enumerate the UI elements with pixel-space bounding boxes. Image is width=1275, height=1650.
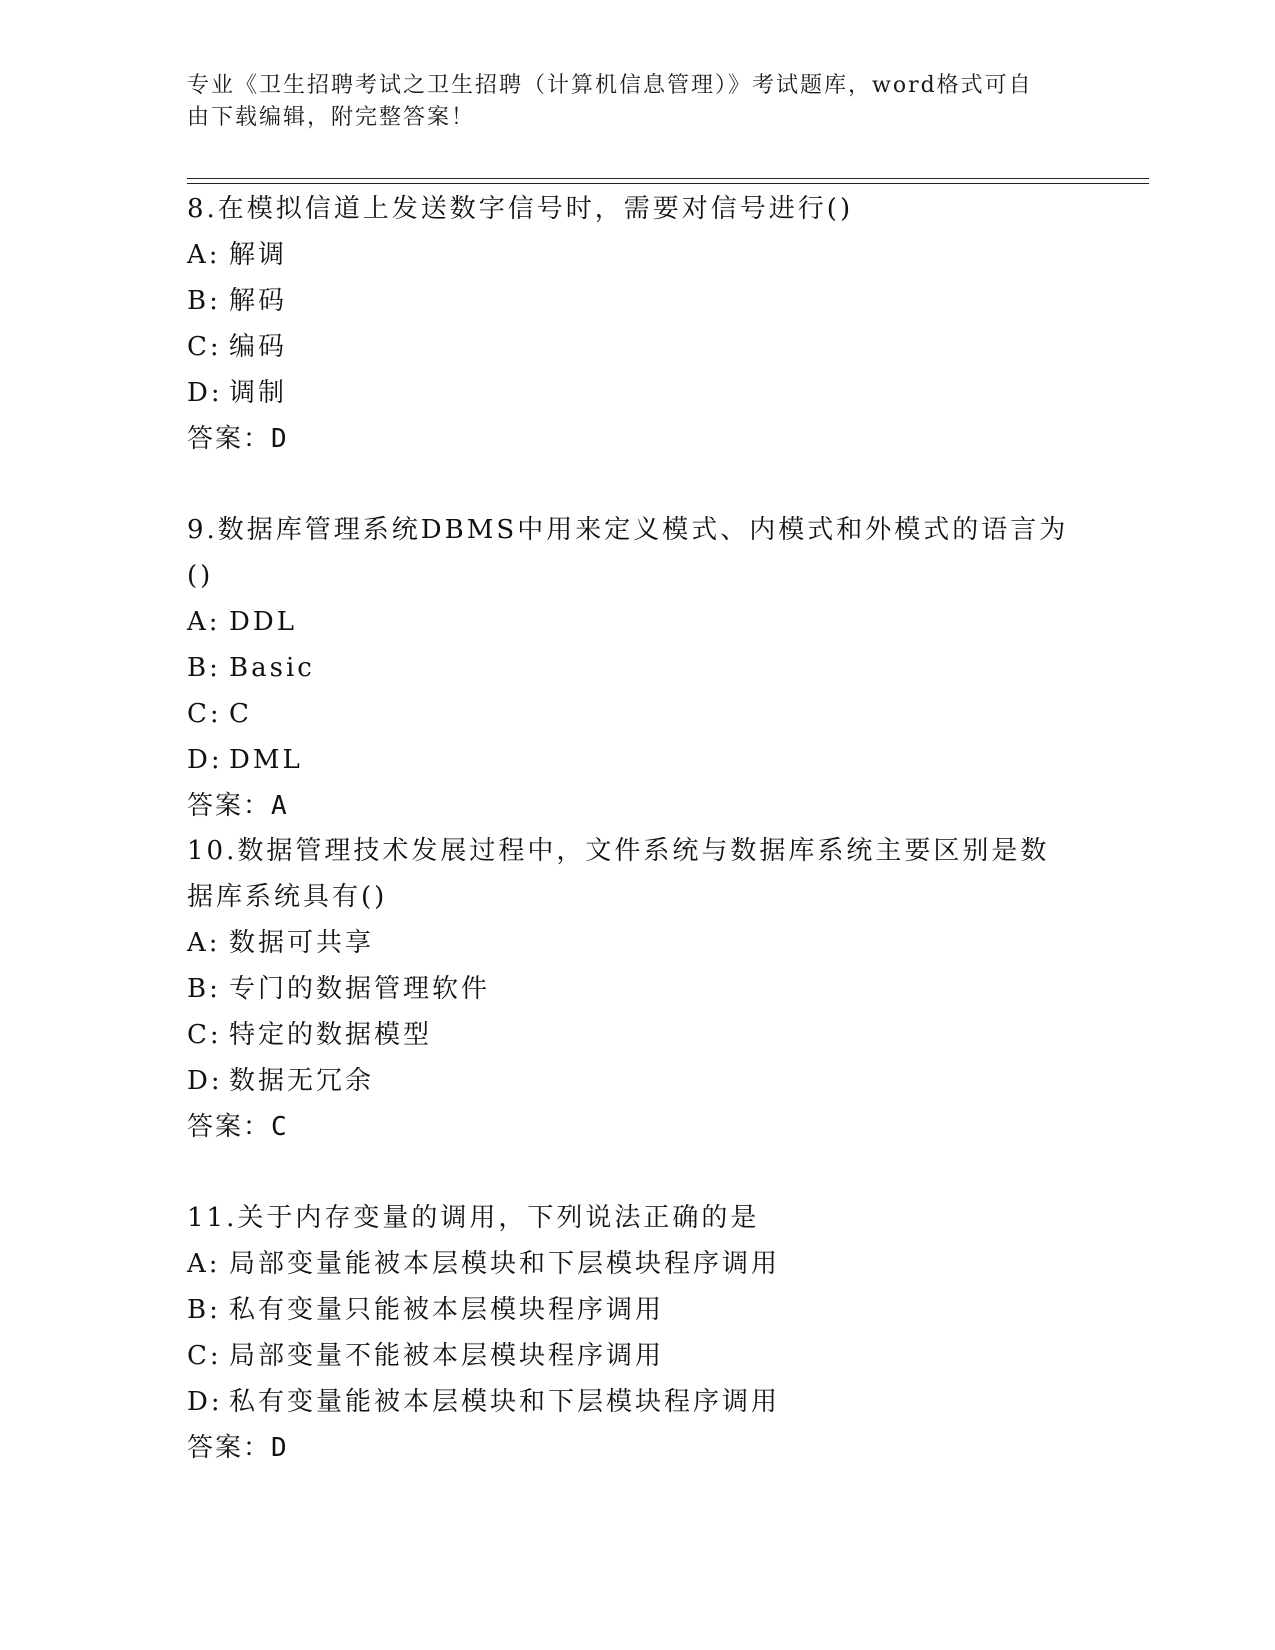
option-d [187, 370, 1087, 416]
question-8 [187, 186, 1087, 462]
option-b [187, 1287, 1087, 1333]
option-letter: D: [187, 378, 223, 408]
option-letter: D: [187, 745, 223, 775]
header-divider-bottom [187, 183, 1149, 184]
option-letter: D: [187, 1387, 223, 1417]
option-d [187, 737, 1087, 783]
option-text: 调制 [229, 378, 288, 408]
question-11 [187, 1195, 1087, 1471]
option-d [187, 1379, 1087, 1425]
option-text: 局部变量不能被本层模块程序调用 [229, 1341, 665, 1371]
option-text: DDL [229, 607, 297, 637]
option-text: 编码 [229, 332, 288, 362]
option-text: 解码 [229, 286, 288, 316]
option-letter: A: [187, 607, 221, 637]
question-stem: 10.数据管理技术发展过程中，文件系统与数据库系统主要区别是数据库系统具有() [187, 836, 1050, 912]
option-letter: C: [187, 1341, 222, 1371]
option-letter: B: [187, 974, 221, 1004]
option-b [187, 278, 1087, 324]
option-text: 局部变量能被本层模块和下层模块程序调用 [229, 1249, 781, 1279]
option-text: 特定的数据模型 [229, 1020, 433, 1050]
option-letter: A: [187, 1249, 221, 1279]
option-a [187, 1241, 1087, 1287]
question-10 [187, 828, 1067, 1150]
option-c [187, 1012, 1067, 1058]
option-text: Basic [229, 653, 315, 683]
option-a [187, 599, 1087, 645]
option-text: 数据无冗余 [229, 1066, 375, 1096]
option-text: 数据可共享 [229, 928, 375, 958]
option-letter: A: [187, 928, 221, 958]
option-text: DML [229, 745, 303, 775]
option-d [187, 1058, 1067, 1104]
option-letter: B: [187, 286, 221, 316]
question-stem: 11.关于内存变量的调用，下列说法正确的是 [187, 1203, 760, 1233]
header-line-1: 专业《卫生招聘考试之卫生招聘（计算机信息管理）》考试题库，word格式可自 [187, 73, 1033, 98]
option-letter: B: [187, 653, 221, 683]
question-stem: 9.数据库管理系统DBMS中用来定义模式、内模式和外模式的语言为() [187, 515, 1069, 591]
header-line-2: 由下载编辑，附完整答案！ [187, 105, 476, 130]
option-letter: A: [187, 240, 221, 270]
option-letter: B: [187, 1295, 221, 1325]
document-header [187, 70, 1067, 134]
option-c [187, 324, 1087, 370]
option-text: 解调 [229, 240, 288, 270]
option-b [187, 966, 1067, 1012]
option-b [187, 645, 1087, 691]
answer-line: 答案：A [187, 791, 289, 821]
option-c [187, 1333, 1087, 1379]
answer-line: 答案：D [187, 1433, 289, 1463]
option-a [187, 232, 1087, 278]
option-letter: D: [187, 1066, 223, 1096]
option-text: 专门的数据管理软件 [229, 974, 491, 1004]
option-text: 私有变量只能被本层模块程序调用 [229, 1295, 665, 1325]
option-letter: C: [187, 1020, 222, 1050]
question-stem: 8.在模拟信道上发送数字信号时，需要对信号进行() [187, 194, 854, 224]
option-a [187, 920, 1067, 966]
answer-line: 答案：D [187, 424, 289, 454]
option-text: C [229, 699, 252, 729]
option-text: 私有变量能被本层模块和下层模块程序调用 [229, 1387, 781, 1417]
header-divider-top [187, 178, 1149, 179]
option-c [187, 691, 1087, 737]
option-letter: C: [187, 332, 222, 362]
option-letter: C: [187, 699, 222, 729]
question-9 [187, 507, 1087, 829]
answer-line: 答案：C [187, 1112, 289, 1142]
